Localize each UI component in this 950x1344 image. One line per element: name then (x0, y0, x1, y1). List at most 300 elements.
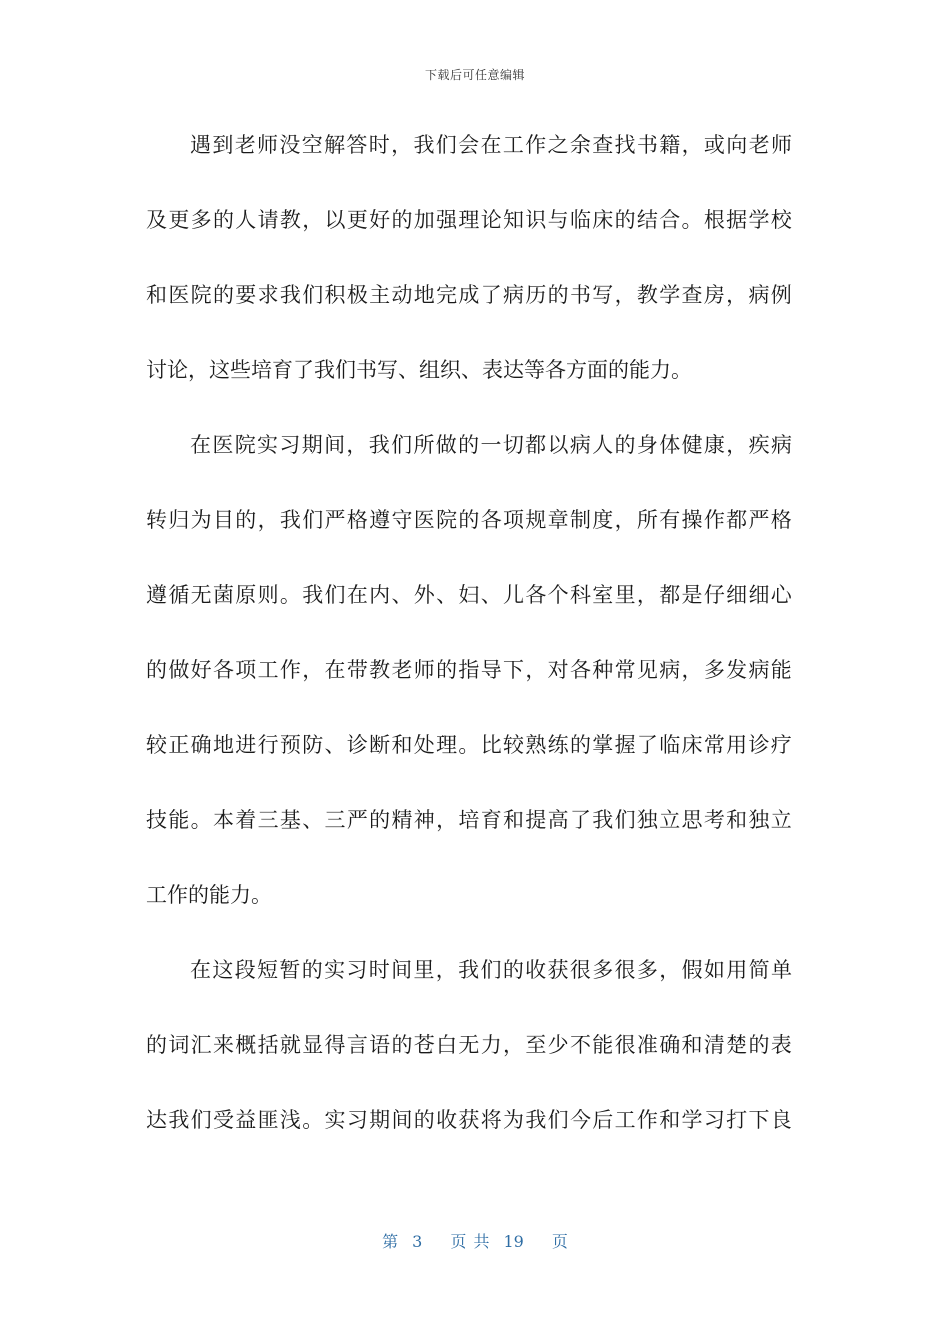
text-line (146, 500, 792, 575)
glyph: 这 (212, 958, 234, 982)
glyph: 我 (525, 1108, 547, 1132)
glyph: 思 (681, 808, 703, 832)
glyph: 完 (436, 283, 458, 307)
glyph: 正 (168, 733, 190, 757)
glyph: 作 (279, 658, 301, 682)
glyph: 室 (592, 583, 614, 607)
glyph: 查 (681, 283, 703, 307)
glyph: 做 (168, 658, 190, 682)
glyph: 苍 (413, 1033, 435, 1057)
glyph: ， (681, 133, 703, 157)
glyph: 好 (369, 208, 391, 232)
glyph: 力 (480, 1033, 502, 1057)
glyph: 断 (369, 733, 391, 757)
glyph: 项 (235, 658, 257, 682)
glyph: 语 (369, 1033, 391, 1057)
glyph: 病 (748, 283, 770, 307)
glyph: 向 (726, 133, 748, 157)
glyph: 学 (748, 208, 770, 232)
glyph: 切 (502, 433, 524, 457)
glyph: 找 (614, 133, 636, 157)
glyph: 立 (770, 808, 792, 832)
glyph: 在 (480, 133, 502, 157)
glyph: 极 (346, 283, 368, 307)
glyph: 有 (659, 508, 681, 532)
glyph: 以 (547, 433, 569, 457)
glyph: 表 (770, 1033, 792, 1057)
glyph: 格 (346, 508, 368, 532)
glyph: 校 (770, 208, 792, 232)
text-line (146, 1025, 792, 1100)
glyph: 少 (547, 1033, 569, 1057)
glyph: 人 (235, 208, 257, 232)
glyph: 常 (614, 658, 636, 682)
glyph: 的 (146, 1033, 167, 1057)
glyph: 我 (279, 283, 301, 307)
glyph: 在 (190, 958, 211, 982)
glyph: 各 (569, 658, 591, 682)
glyph: 导 (480, 658, 502, 682)
glyph: ， (525, 658, 547, 682)
glyph: 病 (748, 658, 770, 682)
glyph: 三 (257, 808, 279, 832)
glyph: 益 (235, 1108, 257, 1132)
glyph: 书 (569, 283, 591, 307)
page-label-prefix: 第 (382, 1232, 399, 1251)
glyph: 多 (592, 958, 614, 982)
glyph: 单 (770, 958, 792, 982)
glyph: 概 (235, 1033, 257, 1057)
glyph: 短 (257, 958, 279, 982)
glyph: 和 (681, 1033, 703, 1057)
glyph: 各 (480, 508, 502, 532)
glyph: 病 (503, 283, 524, 307)
page-number-footer (0, 1229, 950, 1252)
glyph: 里 (614, 583, 636, 607)
glyph: 就 (279, 1033, 301, 1057)
glyph: ， (346, 433, 368, 457)
glyph: 理 (458, 208, 480, 232)
glyph: 的 (502, 958, 524, 982)
glyph: 院 (190, 283, 212, 307)
glyph: 作 (636, 1108, 658, 1132)
glyph: 的 (301, 958, 323, 982)
glyph: 床 (681, 733, 703, 757)
glyph: 合 (659, 208, 681, 232)
glyph: 很 (614, 958, 636, 982)
glyph: 人 (592, 433, 614, 457)
glyph: 期 (301, 433, 323, 457)
page-label-mid: 页 共 (450, 1232, 490, 1251)
glyph: 做 (435, 433, 457, 457)
glyph: 制 (569, 508, 591, 532)
glyph: 的 (391, 208, 413, 232)
glyph: 及 (146, 208, 167, 232)
glyph: 成 (458, 283, 480, 307)
paragraph (146, 950, 792, 1175)
glyph: 神 (413, 808, 435, 832)
text-line (146, 125, 792, 200)
glyph: 们 (480, 958, 502, 982)
glyph: 都 (659, 583, 681, 607)
glyph: 我 (168, 1108, 190, 1132)
glyph: 很 (569, 958, 591, 982)
glyph: 习 (346, 1108, 368, 1132)
glyph: 医 (212, 433, 234, 457)
glyph: 个 (547, 583, 569, 607)
glyph: 则 (257, 583, 279, 607)
glyph: 如 (703, 958, 725, 982)
glyph: 都 (525, 433, 547, 457)
glyph: 今 (569, 1108, 591, 1132)
glyph: 原 (235, 583, 257, 607)
glyph: 。 (681, 208, 703, 232)
glyph: 妇 (458, 583, 480, 607)
glyph: 获 (547, 958, 569, 982)
glyph: 临 (659, 733, 681, 757)
glyph: 疾 (748, 433, 770, 457)
glyph: 后 (592, 1108, 614, 1132)
glyph: 较 (503, 733, 524, 757)
glyph: 我 (368, 433, 390, 457)
paragraph (146, 425, 792, 950)
glyph: 我 (592, 808, 614, 832)
glyph: 临 (569, 208, 591, 232)
glyph: 受 (212, 1108, 234, 1132)
glyph: 院 (234, 433, 256, 457)
glyph: 的 (235, 508, 257, 532)
glyph: 严 (324, 508, 346, 532)
glyph: 将 (480, 1108, 502, 1132)
glyph: 的 (146, 658, 167, 682)
glyph: 心 (770, 583, 792, 607)
glyph: 会 (458, 133, 480, 157)
glyph: 、 (302, 808, 324, 832)
glyph: 下 (503, 658, 524, 682)
glyph: 的 (569, 733, 591, 757)
glyph: 实 (324, 1108, 346, 1132)
glyph: 三 (324, 808, 346, 832)
glyph: 到 (212, 133, 234, 157)
glyph: 段 (234, 958, 256, 982)
glyph: 仔 (703, 583, 725, 607)
glyph: 作 (703, 508, 725, 532)
glyph: 外 (413, 583, 435, 607)
glyph: 考 (703, 808, 725, 832)
glyph: 的 (547, 283, 569, 307)
glyph: 、 (436, 583, 458, 607)
glyph: 基 (279, 808, 301, 832)
glyph: 了 (569, 808, 591, 832)
glyph: 病 (569, 433, 591, 457)
glyph: 多 (190, 208, 212, 232)
glyph: 严 (346, 808, 368, 832)
glyph: 独 (748, 808, 770, 832)
glyph: 或 (703, 133, 725, 157)
glyph: 诊 (748, 733, 770, 757)
glyph: ， (503, 1033, 524, 1057)
text-line (146, 950, 792, 1025)
glyph: 知 (503, 208, 524, 232)
glyph: ， (636, 583, 658, 607)
glyph: 时 (368, 133, 390, 157)
glyph: 的 (369, 808, 391, 832)
glyph: 了 (636, 733, 658, 757)
glyph: 词 (168, 1033, 190, 1057)
glyph: 以 (324, 208, 346, 232)
glyph: 立 (659, 808, 681, 832)
glyph: 的 (458, 508, 480, 532)
glyph: 汇 (190, 1033, 212, 1057)
glyph: 求 (257, 283, 279, 307)
glyph: 房 (703, 283, 725, 307)
glyph: 体 (659, 433, 681, 457)
glyph: 例 (770, 283, 792, 307)
glyph: 更 (168, 208, 190, 232)
glyph: 项 (503, 508, 524, 532)
glyph: 达 (146, 1108, 167, 1132)
glyph: 清 (703, 1033, 725, 1057)
glyph: 积 (324, 283, 346, 307)
current-page-number: 3 (412, 1232, 423, 1251)
glyph: 用 (726, 958, 748, 982)
glyph: 比 (480, 733, 502, 757)
line-text: 工作的能力。 (146, 883, 272, 907)
glyph: ， (435, 958, 457, 982)
glyph: 。 (302, 1108, 324, 1132)
glyph: 进 (235, 733, 257, 757)
glyph: 确 (190, 733, 212, 757)
glyph: 身 (636, 433, 658, 457)
glyph: 解 (324, 133, 346, 157)
glyph: 理 (436, 733, 458, 757)
glyph: 遇 (190, 133, 211, 157)
glyph: 老 (391, 658, 413, 682)
glyph: 所 (413, 433, 435, 457)
document-body (146, 125, 792, 1175)
glyph: 内 (369, 583, 391, 607)
glyph: 打 (726, 1108, 748, 1132)
glyph: 医 (168, 283, 190, 307)
glyph: 工 (614, 1108, 636, 1132)
glyph: 我 (413, 133, 435, 157)
glyph: 。 (190, 808, 212, 832)
glyph: 的 (212, 283, 234, 307)
glyph: 余 (569, 133, 591, 157)
glyph: 度 (592, 508, 614, 532)
glyph: 。 (279, 583, 301, 607)
glyph: 病 (770, 433, 792, 457)
glyph: 在 (190, 433, 211, 457)
glyph: 书 (636, 133, 658, 157)
glyph: 各 (212, 658, 234, 682)
glyph: 主 (369, 283, 391, 307)
glyph: 空 (301, 133, 323, 157)
glyph: 见 (636, 658, 658, 682)
glyph: 师 (257, 133, 279, 157)
glyph: 无 (458, 1033, 480, 1057)
glyph: 的 (436, 658, 458, 682)
text-line (146, 425, 792, 500)
glyph: 查 (592, 133, 614, 157)
glyph: 各 (525, 583, 547, 607)
glyph: 的 (748, 1033, 770, 1057)
glyph: 和 (146, 283, 167, 307)
glyph: 严 (748, 508, 770, 532)
glyph: 为 (503, 1108, 524, 1132)
glyph: 准 (636, 1033, 658, 1057)
text-line (146, 350, 792, 425)
glyph: 高 (547, 808, 569, 832)
glyph: 在 (346, 583, 368, 607)
glyph: 用 (726, 733, 748, 757)
glyph: 时 (368, 958, 390, 982)
glyph: 们 (302, 283, 324, 307)
glyph: 们 (435, 133, 457, 157)
glyph: 和 (503, 808, 524, 832)
glyph: 和 (726, 808, 748, 832)
glyph: 工 (502, 133, 524, 157)
glyph: 历 (525, 283, 547, 307)
glyph: 籍 (659, 133, 681, 157)
glyph: 地 (413, 283, 435, 307)
glyph: 预 (279, 733, 301, 757)
glyph: 请 (257, 208, 279, 232)
glyph: 至 (525, 1033, 547, 1057)
text-line (146, 275, 792, 350)
glyph: 能 (168, 808, 190, 832)
glyph: 显 (302, 1033, 324, 1057)
text-line (146, 875, 792, 950)
page-label-suffix: 页 (551, 1232, 568, 1251)
glyph: 在 (324, 658, 346, 682)
glyph: 较 (146, 733, 167, 757)
glyph: 培 (458, 808, 480, 832)
glyph: 之 (547, 133, 569, 157)
glyph: 们 (614, 808, 636, 832)
glyph: 、 (480, 583, 502, 607)
glyph: 技 (146, 808, 167, 832)
glyph: 掌 (592, 733, 614, 757)
glyph: 循 (168, 583, 190, 607)
glyph: 实 (324, 958, 346, 982)
glyph: 规 (525, 508, 547, 532)
glyph: 着 (235, 808, 257, 832)
glyph: 发 (726, 658, 748, 682)
glyph: 常 (703, 733, 725, 757)
glyph: 根 (703, 208, 725, 232)
total-pages-number: 19 (503, 1232, 524, 1251)
glyph: 们 (391, 433, 413, 457)
glyph: 据 (726, 208, 748, 232)
glyph: 本 (212, 808, 234, 832)
glyph: 处 (413, 733, 435, 757)
glyph: 转 (146, 508, 167, 532)
glyph: ， (302, 658, 324, 682)
glyph: 浅 (279, 1108, 301, 1132)
glyph: 师 (413, 658, 435, 682)
glyph: 楚 (726, 1033, 748, 1057)
glyph: 对 (547, 658, 569, 682)
glyph: 和 (659, 1108, 681, 1132)
text-line (146, 575, 792, 650)
glyph: 师 (770, 133, 792, 157)
glyph: 的 (212, 208, 234, 232)
glyph: 带 (346, 658, 368, 682)
glyph: 动 (391, 283, 413, 307)
glyph: 加 (413, 208, 435, 232)
glyph: 间 (324, 433, 346, 457)
glyph: 练 (547, 733, 569, 757)
glyph: 疗 (770, 733, 792, 757)
glyph: 很 (614, 1033, 636, 1057)
glyph: 医 (413, 508, 435, 532)
glyph: 了 (480, 283, 502, 307)
glyph: 都 (726, 508, 748, 532)
glyph: 的 (413, 1108, 435, 1132)
glyph: 防 (302, 733, 324, 757)
glyph: 期 (369, 1108, 391, 1132)
glyph: 好 (190, 658, 212, 682)
glyph: 健 (681, 433, 703, 457)
glyph: 行 (257, 733, 279, 757)
glyph: 守 (391, 508, 413, 532)
glyph: 教 (279, 208, 301, 232)
glyph: 是 (681, 583, 703, 607)
glyph: 和 (391, 733, 413, 757)
glyph: 的 (614, 208, 636, 232)
glyph: 要 (235, 283, 257, 307)
glyph: 假 (681, 958, 703, 982)
glyph: 强 (436, 208, 458, 232)
glyph: ， (257, 508, 279, 532)
glyph: 康 (703, 433, 725, 457)
glyph: 确 (659, 1033, 681, 1057)
glyph: 育 (480, 808, 502, 832)
glyph: 多 (636, 958, 658, 982)
glyph: 更 (346, 208, 368, 232)
glyph: 我 (302, 583, 324, 607)
glyph: 白 (436, 1033, 458, 1057)
glyph: 简 (748, 958, 770, 982)
glyph: 、 (324, 733, 346, 757)
text-line (146, 200, 792, 275)
glyph: 结 (636, 208, 658, 232)
glyph: 教 (369, 658, 391, 682)
glyph: 的 (614, 433, 636, 457)
glyph: 章 (547, 508, 569, 532)
glyph: 识 (525, 208, 547, 232)
line-text: 讨论，这些培育了我们书写、组织、表达等各方面的能力。 (146, 358, 692, 382)
glyph: 没 (279, 133, 301, 157)
paragraph (146, 125, 792, 425)
glyph: 们 (190, 1108, 212, 1132)
glyph: 多 (703, 658, 725, 682)
glyph: 答 (346, 133, 368, 157)
download-edit-note: 下载后可任意编辑 (424, 68, 525, 82)
glyph: 细 (726, 583, 748, 607)
glyph: ， (726, 283, 748, 307)
glyph: 我 (458, 958, 480, 982)
glyph: 格 (770, 508, 792, 532)
glyph: 写 (592, 283, 614, 307)
glyph: ， (436, 808, 458, 832)
glyph: 细 (748, 583, 770, 607)
glyph: 良 (770, 1108, 792, 1132)
glyph: ， (391, 133, 413, 157)
glyph: 实 (257, 433, 279, 457)
glyph: 熟 (525, 733, 547, 757)
